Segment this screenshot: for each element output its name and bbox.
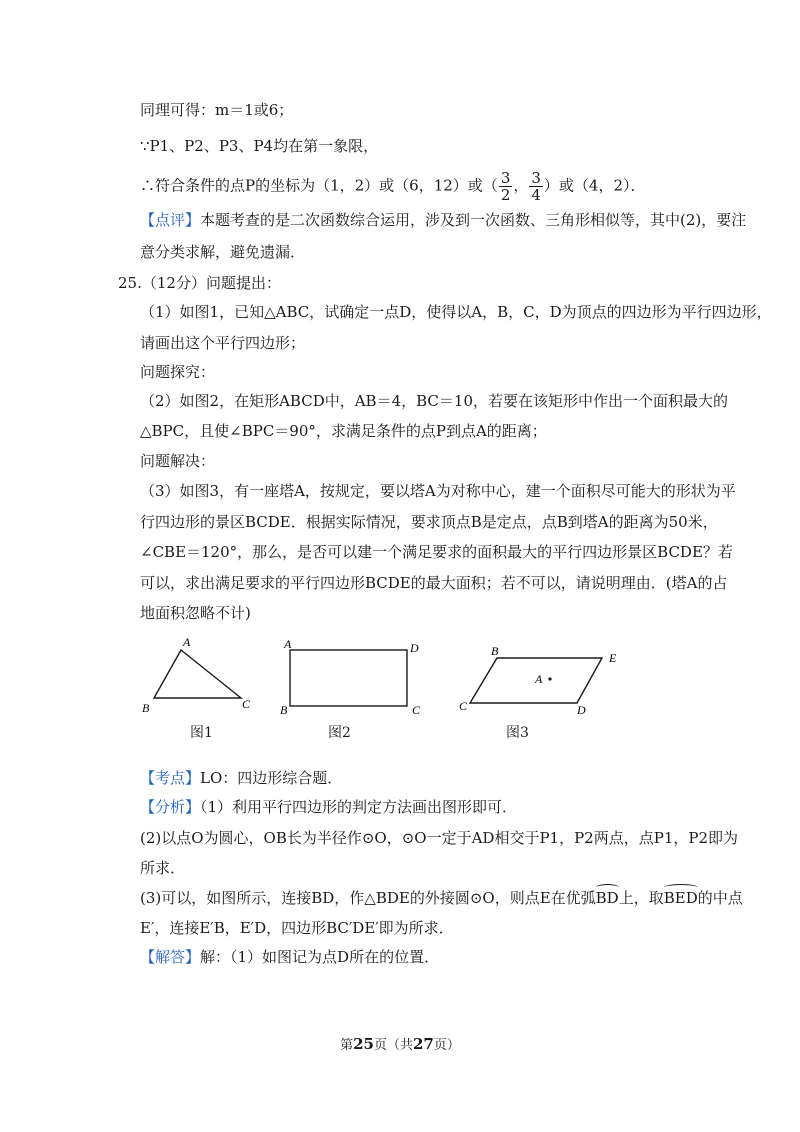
vertex-label-c: C	[412, 703, 421, 717]
rectangle-abcd	[290, 650, 407, 706]
solution-line-1	[140, 947, 439, 967]
q1-line-b: 请画出这个平行四边形；	[140, 334, 306, 352]
knowledge-point-text: LO：四边形综合题．	[200, 769, 343, 787]
line-3-text-b: ）或（4，2）．	[543, 176, 646, 195]
question-25-heading: 25.（12分）问题提出：	[118, 274, 281, 292]
arc-bd: BD	[595, 889, 619, 907]
q3-line-e: 地面积忽略不计)	[140, 604, 251, 622]
q3-line-a: （3）如图3，有一座塔A，按规定，要以塔A为对称中心，建一个面积尽可能大的形状为平	[140, 482, 736, 500]
solution-tag: 【解答】	[140, 948, 201, 966]
comment-text: 本题考查的是二次函数综合运用，涉及到一次函数、三角形相似等，其中(2)，要注	[200, 211, 747, 229]
analysis-line-5: E′，连接E′B，E′D，四边形BC′DE′即为所求．	[140, 919, 454, 937]
figure-2-rectangle	[278, 636, 428, 718]
line-1: 同理可得：m＝1或6；	[140, 101, 294, 119]
vertex-label-c: C	[242, 697, 251, 711]
line-3	[140, 170, 646, 203]
tower-point-a	[548, 677, 551, 680]
analysis-line-2: (2)以点O为圆心，OB长为半径作⊙O，⊙O一定于AD相交于P1，P2两点，点P1，P2即为	[140, 829, 739, 847]
vertex-label-d: D	[577, 703, 586, 717]
figure-1-caption: 图1	[190, 725, 213, 741]
arc-bed: BED	[663, 889, 698, 907]
analysis-tag: 【分析】	[140, 798, 201, 816]
figure-3-caption: 图3	[506, 725, 529, 741]
figure-2-caption: 图2	[328, 725, 351, 741]
footer-total-pages: 27	[413, 1035, 434, 1053]
point-label-a: A	[535, 672, 543, 686]
q3-line-b: 行四边形的景区BCDE．根据实际情况，要求顶点B是定点，点B到塔A的距离为50米，	[140, 513, 718, 531]
figure-1-triangle	[138, 636, 258, 716]
triangle-abc	[154, 650, 241, 698]
page-footer	[0, 1034, 800, 1053]
line-3-text-a: ∴符合条件的点P的坐标为（1，2）或（6，12）或（	[140, 176, 498, 195]
fraction-denominator: 4	[531, 186, 541, 204]
q1-line-a: （1）如图1，已知△ABC，试确定一点D，使得以A，B，C，D为顶点的四边形为平行四边形，	[140, 303, 772, 321]
knowledge-point-tag: 【考点】	[140, 769, 201, 787]
analysis-4-text-c: 的中点	[697, 889, 743, 907]
vertex-label-d: D	[410, 641, 419, 655]
fraction-numerator: 3	[531, 169, 541, 187]
vertex-label-b: B	[142, 701, 150, 715]
fraction-numerator: 3	[500, 169, 511, 187]
q3-line-d: 可以，求出满足要求的平行四边形BCDE的最大面积；若不可以，请说明理由．(塔A的占	[140, 574, 728, 592]
knowledge-point-line	[140, 768, 342, 788]
comment-line-1	[140, 210, 746, 230]
solve-heading: 问题解决：	[140, 452, 216, 470]
fraction-denominator: 2	[500, 186, 511, 204]
comment-tag: 【点评】	[140, 211, 201, 229]
vertex-label-a: A	[284, 637, 292, 651]
probe-heading: 问题探究：	[140, 363, 216, 381]
fraction-3-4	[529, 170, 543, 203]
analysis-4-text-b: 上，取	[618, 889, 664, 907]
q2-line-b: △BPC，且使∠BPC＝90°，求满足条件的点P到点A的距离；	[140, 422, 547, 440]
analysis-line-3: 所求．	[140, 859, 186, 877]
footer-post: 页）	[433, 1038, 460, 1053]
vertex-label-e: E	[609, 651, 617, 665]
analysis-text: （1）利用平行四边形的判定方法画出图形即可．	[200, 798, 518, 816]
line-2: ∵P1、P2、P3、P4均在第一象限，	[140, 137, 379, 155]
vertex-label-b: B	[491, 644, 499, 658]
analysis-line-1	[140, 797, 517, 817]
analysis-4-text-a: (3)可以，如图所示，连接BD，作△BDE的外接圆⊙O，则点E在优弧	[140, 889, 596, 907]
line-3-separator: ，	[513, 176, 529, 195]
vertex-label-c: C	[459, 699, 468, 713]
q3-line-c: ∠CBE＝120°，那么，是否可以建一个满足要求的面积最大的平行四边形景区BCDE？若	[140, 543, 733, 561]
fraction-3-2	[499, 170, 513, 203]
figure-3-parallelogram	[455, 642, 635, 718]
vertex-label-b: B	[280, 703, 288, 717]
footer-mid: 页（共	[373, 1038, 413, 1053]
vertex-label-a: A	[183, 636, 191, 649]
solution-text: 解：（1）如图记为点D所在的位置．	[200, 948, 440, 966]
comment-line-2: 意分类求解，避免遗漏．	[140, 243, 306, 261]
analysis-line-4	[140, 888, 743, 908]
footer-pre: 第	[340, 1038, 354, 1053]
footer-page-number: 25	[353, 1035, 374, 1053]
q2-line-a: （2）如图2，在矩形ABCD中，AB＝4，BC＝10，若要在该矩形中作出一个面积最大的	[140, 392, 728, 410]
